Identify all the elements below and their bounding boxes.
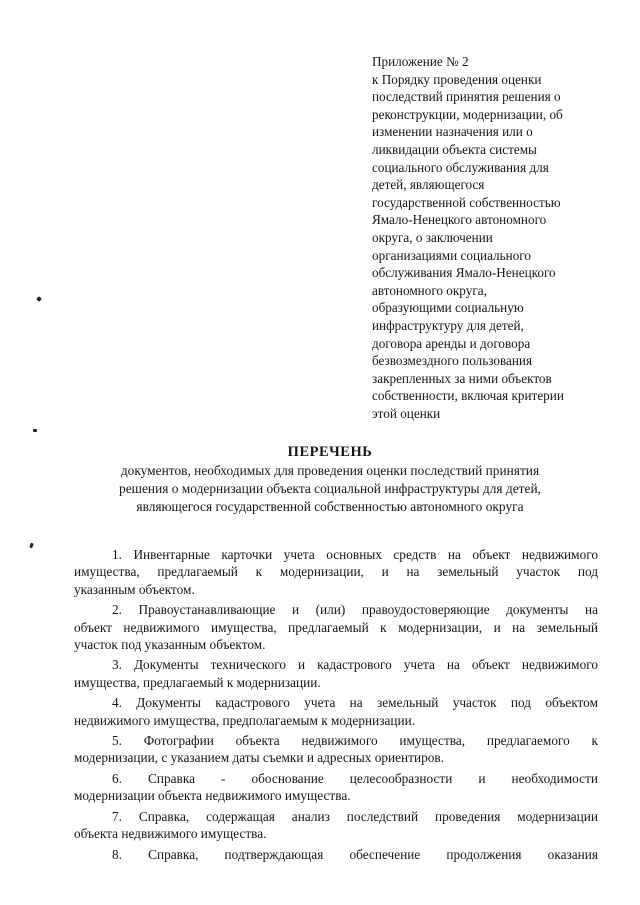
item-line: модернизации, с указанием даты съемки и адресных ориентиров. [74,750,444,766]
appendix-line: округа, о заключении [372,229,493,245]
appendix-line: изменении назначения или о [372,124,533,140]
document-subtitle [60,462,600,516]
appendix-line: организациями социального [372,247,531,263]
item-line: объекта недвижимого имущества. [74,826,267,842]
appendix-line: Приложение № 2 [372,54,469,69]
appendix-header [372,53,612,422]
item-line: 7. Справка, содержащая анализ последствий проведения модернизации [112,808,598,824]
scan-speck [33,429,37,432]
appendix-line: договора аренды и договора [372,335,531,351]
appendix-line: инфраструктуру для детей, [372,317,524,333]
appendix-line: обслуживания Ямало-Ненецкого [372,265,556,281]
list-item [74,546,598,598]
appendix-line: образующими социальную [372,300,524,316]
list-item [74,808,598,843]
item-line: модернизации объекта недвижимого имущества. [74,788,351,804]
item-line: объект недвижимого имущества, предлагаемый к модернизации, и на земельный [74,619,598,635]
appendix-line: последствий принятия решения о [372,89,561,105]
appendix-line: государственной собственностью [372,194,561,210]
appendix-line: закрепленных за ними объектов [372,370,552,386]
item-line: имущества, предлагаемый к модернизации. [74,674,321,690]
subtitle-line: решения о модернизации объекта социальной инфраструктуры для детей, [119,481,541,496]
item-line: 1. Инвентарные карточки учета основных средств на объект недвижимого [112,547,598,562]
item-line: имущества, предлагаемый к модернизации, и на земельный участок под [74,564,598,580]
appendix-line: реконструкции, модернизации, об [372,106,563,122]
list-item [74,770,598,805]
item-line: 4. Документы кадастрового учета на земельный участок под объектом [112,695,598,711]
list-item [74,694,598,729]
list-item [74,732,598,767]
item-line: 2. Правоустанавливающие и (или) правоудостоверяющие документы на [112,602,598,618]
list-item [74,846,598,863]
item-line: указанным объектом. [74,581,195,597]
item-line: 6. Справка - обоснование целесообразности и необходимости [112,770,598,786]
document-title: ПЕРЕЧЕНЬ [287,444,373,460]
appendix-line: собственности, включая критерии [372,388,564,404]
scan-speck [29,543,34,549]
item-line: участок под указанным объектом. [74,637,266,653]
list-item [74,601,598,653]
subtitle-line: документов, необходимых для проведения оценки последствий принятия [120,463,540,478]
appendix-line: детей, являющегося [372,177,485,193]
appendix-line: автономного округа, [372,282,487,298]
item-line: 5. Фотографии объекта недвижимого имущества, предлагаемого к [112,733,598,749]
subtitle-line: являющегося государственной собственностью автономного округа [136,499,524,514]
scan-speck [36,296,42,302]
item-line: 3. Документы технического и кадастрового учета на объект недвижимого [112,657,598,673]
appendix-line: этой оценки [372,405,441,421]
item-line: 8. Справка, подтверждающая обеспечение продолжения оказания [112,846,598,862]
documents-list [74,546,598,866]
appendix-line: безвозмездного пользования [372,353,533,369]
appendix-line: Ямало-Ненецкого автономного [372,212,547,228]
appendix-line: к Порядку проведения оценки [372,71,542,87]
item-line: недвижимого имущества, предполагаемым к модернизации. [74,712,416,728]
appendix-line: социального обслуживания для [372,159,549,175]
list-item [74,656,598,691]
appendix-line: ликвидации объекта системы [372,141,537,157]
